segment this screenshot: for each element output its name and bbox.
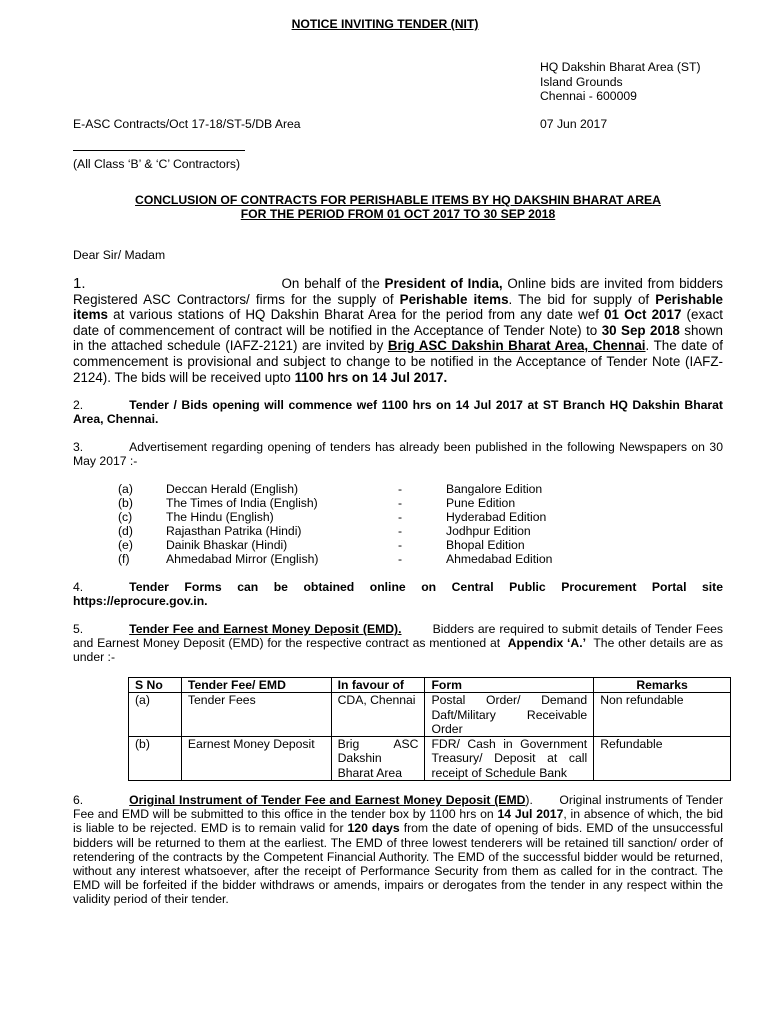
table-cell: Postal Order/ Demand Daft/Military Receivable Order xyxy=(425,693,594,737)
newspaper-name: Ahmedabad Mirror (English) xyxy=(166,552,319,567)
table-header-row xyxy=(129,678,731,693)
para-number: 4. xyxy=(73,580,84,594)
newspaper-idx: (c) xyxy=(118,510,133,525)
para-bold: Perishable items xyxy=(399,291,509,307)
table-cell: Tender Fees xyxy=(181,693,331,737)
table-row xyxy=(129,737,731,781)
para-text: , in absence of which, the bid is liable to be rejected. EMD is to remain valid for xyxy=(73,807,723,836)
para-text: Online bids are invited from bidders Registered ASC Contractors/ firms for the supply of xyxy=(73,276,723,307)
table-cell: Brig ASC Dakshin Bharat Area xyxy=(331,737,425,781)
newspaper-name: The Hindu (English) xyxy=(166,510,274,525)
para-bold: 1100 hrs on 14 Jul 2017. xyxy=(294,369,448,385)
paragraph-2 xyxy=(73,398,723,426)
para-bold: 14 Jul 2017 xyxy=(497,807,564,822)
table-header: Remarks xyxy=(594,678,731,693)
table-cell: (b) xyxy=(129,737,182,781)
table-cell: (a) xyxy=(129,693,182,737)
letter-date: 07 Jun 2017 xyxy=(540,117,608,131)
newspaper-edition: Bangalore Edition xyxy=(446,482,543,496)
newspaper-edition: Bhopal Edition xyxy=(446,538,525,553)
notice-title: NOTICE INVITING TENDER (NIT) xyxy=(291,17,479,31)
newspaper-name: Rajasthan Patrika (Hindi) xyxy=(166,524,302,539)
para-bold-underline: Tender Fee and Earnest Money Deposit (EMD). xyxy=(129,622,402,636)
para-text: ). Original instruments of Tender Fee and EMD will be submitted to this office in the tender box by 1100 hrs on xyxy=(73,793,727,822)
para-text: Tender / Bids opening will commence wef 1100 hrs on 14 Jul 2017 at ST Branch HQ Dakshin Bharat Area, Chennai. xyxy=(73,398,723,427)
para-number: 5. xyxy=(73,622,84,636)
para-bold-underline: Original Instrument of Tender Fee and Earnest Money Deposit (EMD xyxy=(129,793,526,807)
table-header: S No xyxy=(129,678,182,693)
newspaper-edition: Pune Edition xyxy=(446,496,516,511)
newspaper-edition: Hyderabad Edition xyxy=(446,510,547,525)
para-text: Tender Forms can be obtained online on Central Public Procurement Portal site xyxy=(129,580,723,594)
address-line: Island Grounds xyxy=(540,74,623,89)
newspaper-idx: (a) xyxy=(118,482,133,496)
para-text: shown in the attached schedule (IAFZ-2121) are invited by xyxy=(73,322,723,354)
para-bold-underline: Brig ASC Dakshin Bharat Area, Chennai xyxy=(387,338,646,354)
para-text: from the date of opening of bids. EMD of the unsuccessful bidders will be returned to them at the earliest. The EMD of three lowest tenderers will be retained till sanction/ order of retendering of the contracts by the Competent Financial Authority. The EMD of the successful bidder would be returned, without any interest whatsoever, after the receipt of Performance Security from them as called for in the contract. The EMD will be forfeited if the bidder withdraws or amends, impairs or derogates from the tender in any respect within the validity period of their tender. xyxy=(73,821,724,907)
table-cell: Refundable xyxy=(594,737,731,781)
para-number: 1. xyxy=(73,275,86,292)
newspaper-name: The Times of India (English) xyxy=(166,496,318,511)
paragraph-5 xyxy=(73,622,727,665)
para-text: On behalf of the xyxy=(281,276,385,291)
list-item xyxy=(118,482,552,496)
para-text: The other details are as under :- xyxy=(73,636,727,665)
office-address xyxy=(540,60,701,104)
para-bold: 30 Sep 2018 xyxy=(601,322,680,338)
paragraph-4 xyxy=(73,580,723,608)
salutation: Dear Sir/ Madam xyxy=(73,248,166,262)
para-text: Advertisement regarding opening of tenders has already been published in the following Newspapers on 30 May 2017 :- xyxy=(73,440,723,469)
table-header: In favour of xyxy=(331,678,425,693)
para-text: at various stations of HQ Dakshin Bharat Area for the period from any date wef xyxy=(107,307,605,323)
table-cell: CDA, Chennai xyxy=(331,693,425,737)
para-bold: 120 days xyxy=(347,821,400,836)
address-line: HQ Dakshin Bharat Area (ST) xyxy=(540,60,701,74)
paragraph-3 xyxy=(73,440,723,468)
newspaper-idx: (f) xyxy=(118,552,130,567)
newspaper-sep: - xyxy=(398,524,403,539)
portal-url[interactable]: https://eprocure.gov.in. xyxy=(73,594,208,609)
paragraph-6 xyxy=(73,793,727,907)
newspaper-edition: Ahmedabad Edition xyxy=(446,552,553,567)
table-header: Form xyxy=(425,678,594,693)
subject-line-1: CONCLUSION OF CONTRACTS FOR PERISHABLE ITEMS BY HQ DAKSHIN BHARAT AREA xyxy=(135,193,661,207)
newspaper-sep: - xyxy=(398,482,403,496)
list-item xyxy=(118,496,552,510)
newspaper-name: Deccan Herald (English) xyxy=(166,482,299,496)
fee-emd-table xyxy=(128,677,731,781)
table-cell: Non refundable xyxy=(594,693,731,737)
para-bold: Appendix ‘A.’ xyxy=(507,636,586,651)
table-row xyxy=(129,693,731,737)
list-item xyxy=(118,538,552,552)
para-text: . The bid for supply of xyxy=(508,291,656,307)
newspaper-list xyxy=(118,482,552,567)
para-number: 6. xyxy=(73,793,84,807)
list-item xyxy=(118,510,552,524)
para-text: Bidders are required to submit details of Tender Fees and Earnest Money Deposit (EMD) for the respective contract as mentioned at xyxy=(73,622,727,651)
subject-heading xyxy=(73,193,723,221)
addressee-rule xyxy=(73,150,245,151)
para-bold: Perishable items xyxy=(73,291,723,323)
newspaper-idx: (d) xyxy=(118,524,133,539)
newspaper-sep: - xyxy=(398,496,403,511)
para-bold: President of India, xyxy=(384,276,503,291)
table-header: Tender Fee/ EMD xyxy=(181,678,331,693)
address-line: Chennai - 600009 xyxy=(540,89,637,103)
para-text: (exact date of commencement of contract will be notified in the Acceptance of Tender Note) to xyxy=(73,307,724,338)
newspaper-sep: - xyxy=(398,510,403,525)
reference-number: E-ASC Contracts/Oct 17-18/ST-5/DB Area xyxy=(73,117,301,131)
paragraph-1 xyxy=(73,276,723,385)
newspaper-sep: - xyxy=(398,538,403,553)
list-item xyxy=(118,524,552,538)
newspaper-idx: (b) xyxy=(118,496,133,511)
table-cell: FDR/ Cash in Government Treasury/ Deposit at call receipt of Schedule Bank xyxy=(425,737,594,781)
para-text: . The date of commencement is provisional and subject to change to be notified in the Acceptance of Tender Note (IAFZ-2124). The bids will be received upto xyxy=(73,338,723,385)
newspaper-idx: (e) xyxy=(118,538,133,553)
table-cell: Earnest Money Deposit xyxy=(181,737,331,781)
newspaper-name: Dainik Bhaskar (Hindi) xyxy=(166,538,288,553)
para-number: 2. xyxy=(73,398,84,412)
list-item xyxy=(118,552,552,566)
para-number: 3. xyxy=(73,440,84,454)
subject-line-2: FOR THE PERIOD FROM 01 OCT 2017 TO 30 SEP 2018 xyxy=(240,207,556,221)
addressee: (All Class ‘B’ & ‘C’ Contractors) xyxy=(73,157,241,171)
para-line xyxy=(73,580,723,594)
para-bold: 01 Oct 2017 xyxy=(604,307,682,323)
newspaper-edition: Jodhpur Edition xyxy=(446,524,531,539)
newspaper-sep: - xyxy=(398,552,403,567)
